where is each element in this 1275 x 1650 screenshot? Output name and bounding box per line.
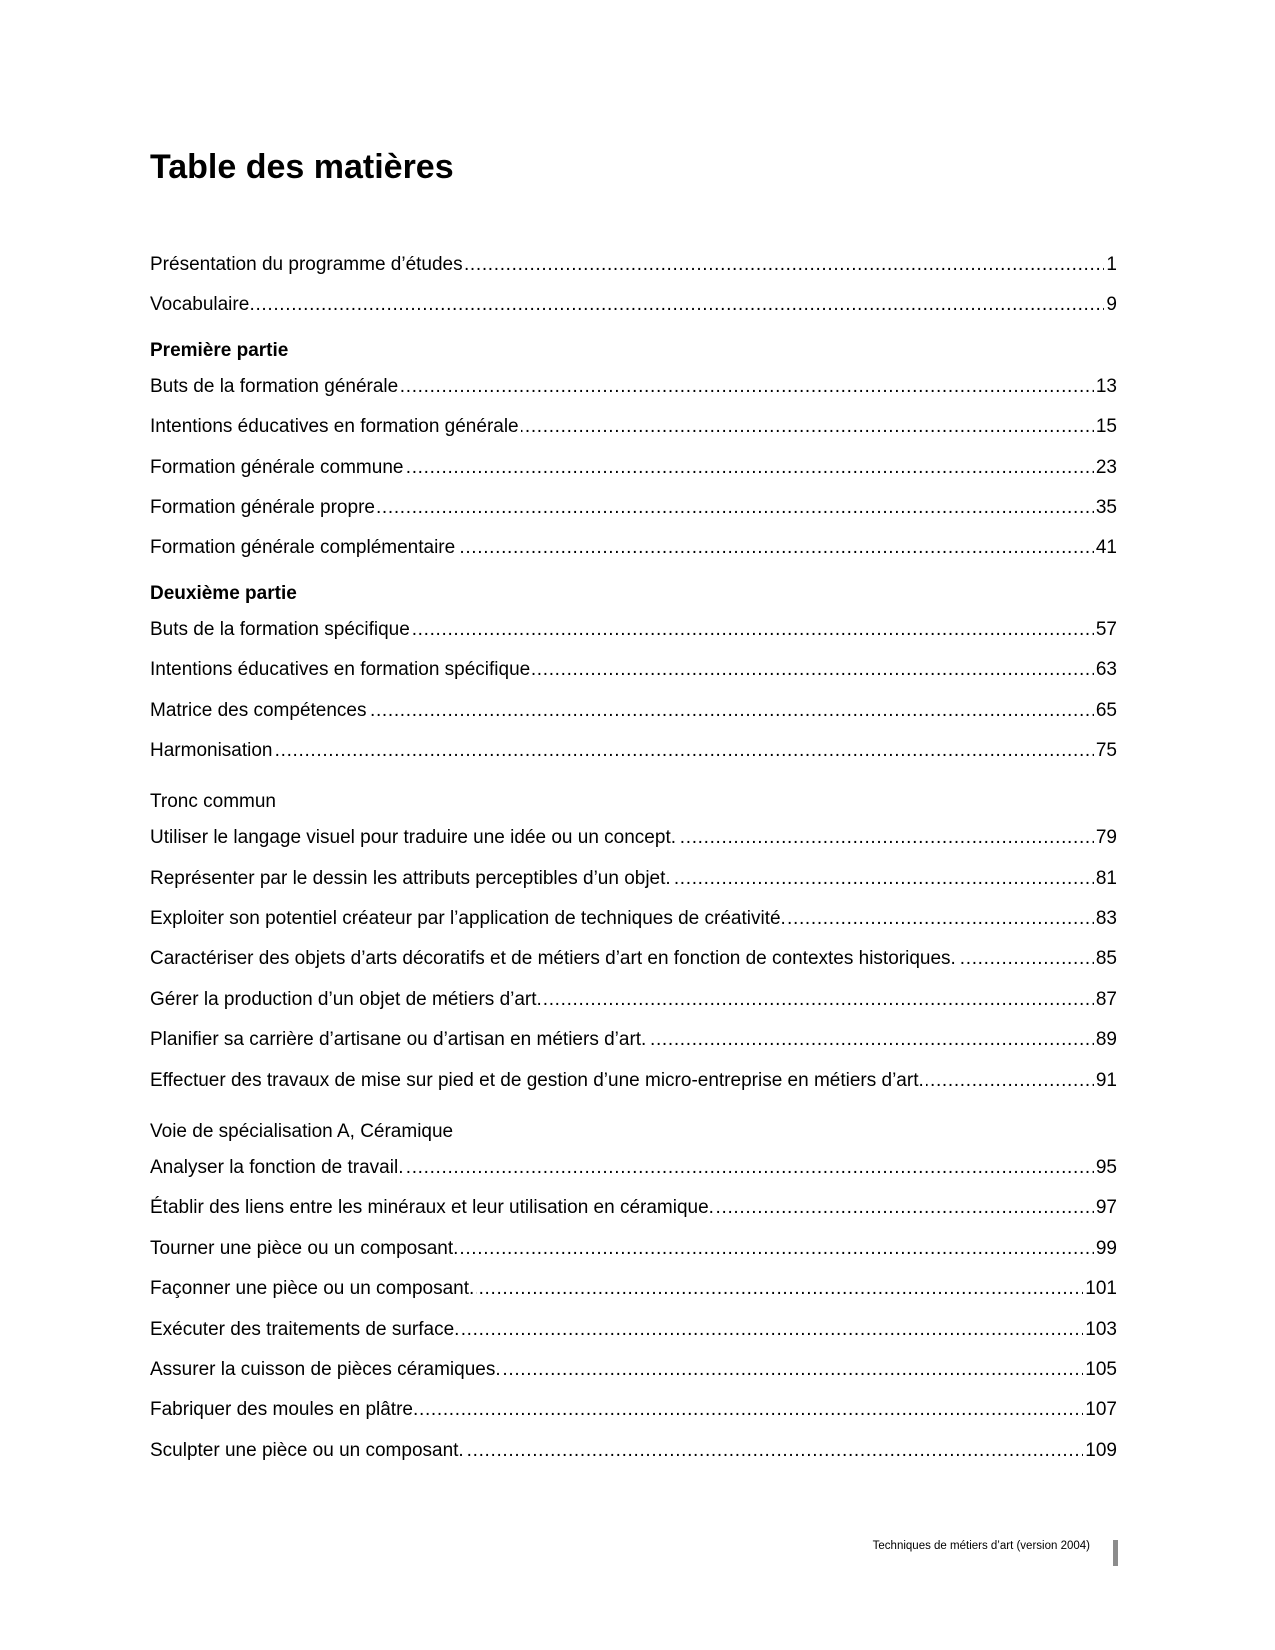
toc-entry[interactable] [150,859,1117,899]
toc-entry[interactable] [150,899,1117,939]
toc-entry-label: Présentation du programme d’études [150,254,463,275]
dot-leader [251,285,1104,325]
dot-leader [405,448,1093,488]
toc-entry[interactable] [150,407,1117,447]
toc-entry[interactable] [150,1390,1117,1430]
section-heading: Tronc commun [150,791,276,813]
dot-leader [678,818,1094,858]
dot-leader [648,1020,1094,1060]
toc-entry-page: 107 [1085,1399,1117,1421]
table-of-contents [150,245,1117,1471]
dot-leader [958,939,1094,979]
toc-entry-label: Formation générale propre [150,496,375,518]
toc-entry-label: Gérer la production d’un objet de métiers d’art. [150,988,542,1010]
toc-entry-page: 15 [1095,416,1117,438]
toc-entry-page: 87 [1095,988,1117,1010]
toc-entry[interactable] [150,1310,1117,1350]
toc-entry-label: Buts de la formation spécifique [150,618,410,640]
toc-entry-page: 101 [1085,1278,1117,1300]
toc-entry-page: 95 [1095,1157,1117,1179]
toc-entry[interactable] [150,731,1117,771]
dot-leader [544,980,1094,1020]
toc-entry-label: Matrice des compétences [150,699,367,721]
toc-section [150,335,1117,569]
toc-entry-page: 89 [1095,1029,1117,1051]
dot-leader [532,650,1094,690]
toc-entry[interactable] [150,245,1117,285]
toc-entry-page: 9 [1106,294,1117,316]
toc-entry-label: Établir des liens entre les minéraux et leur utilisation en céramique. [150,1197,714,1219]
toc-entry[interactable] [150,285,1117,325]
toc-entry[interactable] [150,610,1117,650]
toc-entry[interactable] [150,1188,1117,1228]
dot-leader [476,1269,1083,1309]
toc-entry-label: Façonner une pièce ou un composant. [150,1278,475,1300]
toc-entry-page: 81 [1095,867,1117,889]
footer-bar [1113,1540,1118,1566]
toc-entry-label: Analyser la fonction de travail. [150,1157,404,1179]
toc-entry[interactable] [150,528,1117,568]
toc-entry[interactable] [150,1269,1117,1309]
toc-entry-label: Représenter par le dessin les attributs perceptibles d’un objet. [150,867,671,889]
toc-entry-page: 109 [1085,1439,1117,1461]
page-title: Table des matières [150,148,454,186]
dot-leader [503,1350,1084,1390]
dot-leader [420,1390,1083,1430]
toc-entry-label: Exécuter des traitements de surface. [150,1318,460,1340]
toc-entry[interactable] [150,1229,1117,1269]
toc-entry-label: Vocabulaire [150,294,250,316]
toc-entry-label: Sculpter une pièce ou un composant. [150,1439,464,1461]
toc-entry-page: 13 [1095,375,1117,397]
footer-text: Techniques de métiers d’art (version 2004) [872,1540,1090,1552]
toc-entry-page: 105 [1085,1358,1117,1380]
dot-leader [521,407,1094,447]
toc-entry-page: 99 [1095,1237,1117,1259]
dot-leader [716,1188,1094,1228]
toc-entry-page: 83 [1095,908,1117,930]
toc-entry-page: 65 [1095,699,1117,721]
section-heading: Première partie [150,339,289,361]
toc-entry-page: 91 [1095,1069,1117,1091]
dot-leader [466,1431,1084,1471]
toc-entry[interactable] [150,488,1117,528]
toc-entry-page: 103 [1085,1318,1117,1340]
toc-entry[interactable] [150,1061,1117,1101]
toc-entry-label: Intentions éducatives en formation générale [150,416,519,438]
toc-entry-label: Effectuer des travaux de mise sur pied et de gestion d’une micro-entreprise en métiers d’art. [150,1069,924,1091]
toc-entry[interactable] [150,1350,1117,1390]
toc-entry-label: Utiliser le langage visuel pour traduire une idée ou un concept. [150,827,676,849]
toc-entry-label: Intentions éducatives en formation spécifique [150,659,531,681]
toc-entry[interactable] [150,367,1117,407]
toc-section [150,1116,1117,1471]
section-heading: Voie de spécialisation A, Céramique [150,1121,454,1143]
section-heading: Deuxième partie [150,582,297,604]
toc-section [150,578,1117,772]
toc-entry-label: Assurer la cuisson de pièces céramiques. [150,1358,501,1380]
toc-entry-label: Caractériser des objets d’arts décoratifs et de métiers d’art en fonction de contextes historiques. [150,948,956,970]
toc-entry-page: 85 [1095,948,1117,970]
toc-entry-page: 57 [1095,618,1117,640]
toc-entry[interactable] [150,1148,1117,1188]
toc-entry-label: Planifier sa carrière d’artisane ou d’artisan en métiers d’art. [150,1029,647,1051]
toc-entry-page: 23 [1095,456,1117,478]
toc-entry-page: 97 [1095,1197,1117,1219]
toc-entry-label: Fabriquer des moules en plâtre. [150,1399,419,1421]
dot-leader [377,488,1094,528]
toc-entry-label: Formation générale commune [150,456,404,478]
dot-leader [461,1310,1083,1350]
toc-entry-page: 1 [1106,254,1117,275]
toc-entry-page: 41 [1095,537,1117,559]
dot-leader [369,691,1094,731]
toc-entry-page: 79 [1095,827,1117,849]
toc-entry[interactable] [150,939,1117,979]
toc-entry-label: Tourner une pièce ou un composant. [150,1237,459,1259]
toc-entry[interactable] [150,818,1117,858]
toc-entry[interactable] [150,980,1117,1020]
dot-leader [405,1148,1093,1188]
toc-entry-page: 35 [1095,496,1117,518]
toc-entry-label: Exploiter son potentiel créateur par l’application de techniques de créativité. [150,908,786,930]
toc-section [150,786,1117,1101]
toc-section [150,245,1117,326]
toc-entry-label: Buts de la formation générale [150,375,399,397]
dot-leader [465,245,1105,285]
dot-leader [275,731,1094,771]
toc-entry-page: 75 [1095,739,1117,761]
dot-leader [460,1229,1093,1269]
toc-entry-page: 63 [1095,659,1117,681]
dot-leader [788,899,1094,939]
dot-leader [457,528,1094,568]
dot-leader [412,610,1094,650]
toc-entry[interactable] [150,691,1117,731]
dot-leader [400,367,1094,407]
toc-entry-label: Formation générale complémentaire [150,537,456,559]
dot-leader [926,1061,1094,1101]
toc-entry[interactable] [150,448,1117,488]
dot-leader [673,859,1094,899]
toc-entry[interactable] [150,650,1117,690]
toc-entry[interactable] [150,1020,1117,1060]
toc-entry[interactable] [150,1431,1117,1471]
toc-entry-label: Harmonisation [150,739,273,761]
